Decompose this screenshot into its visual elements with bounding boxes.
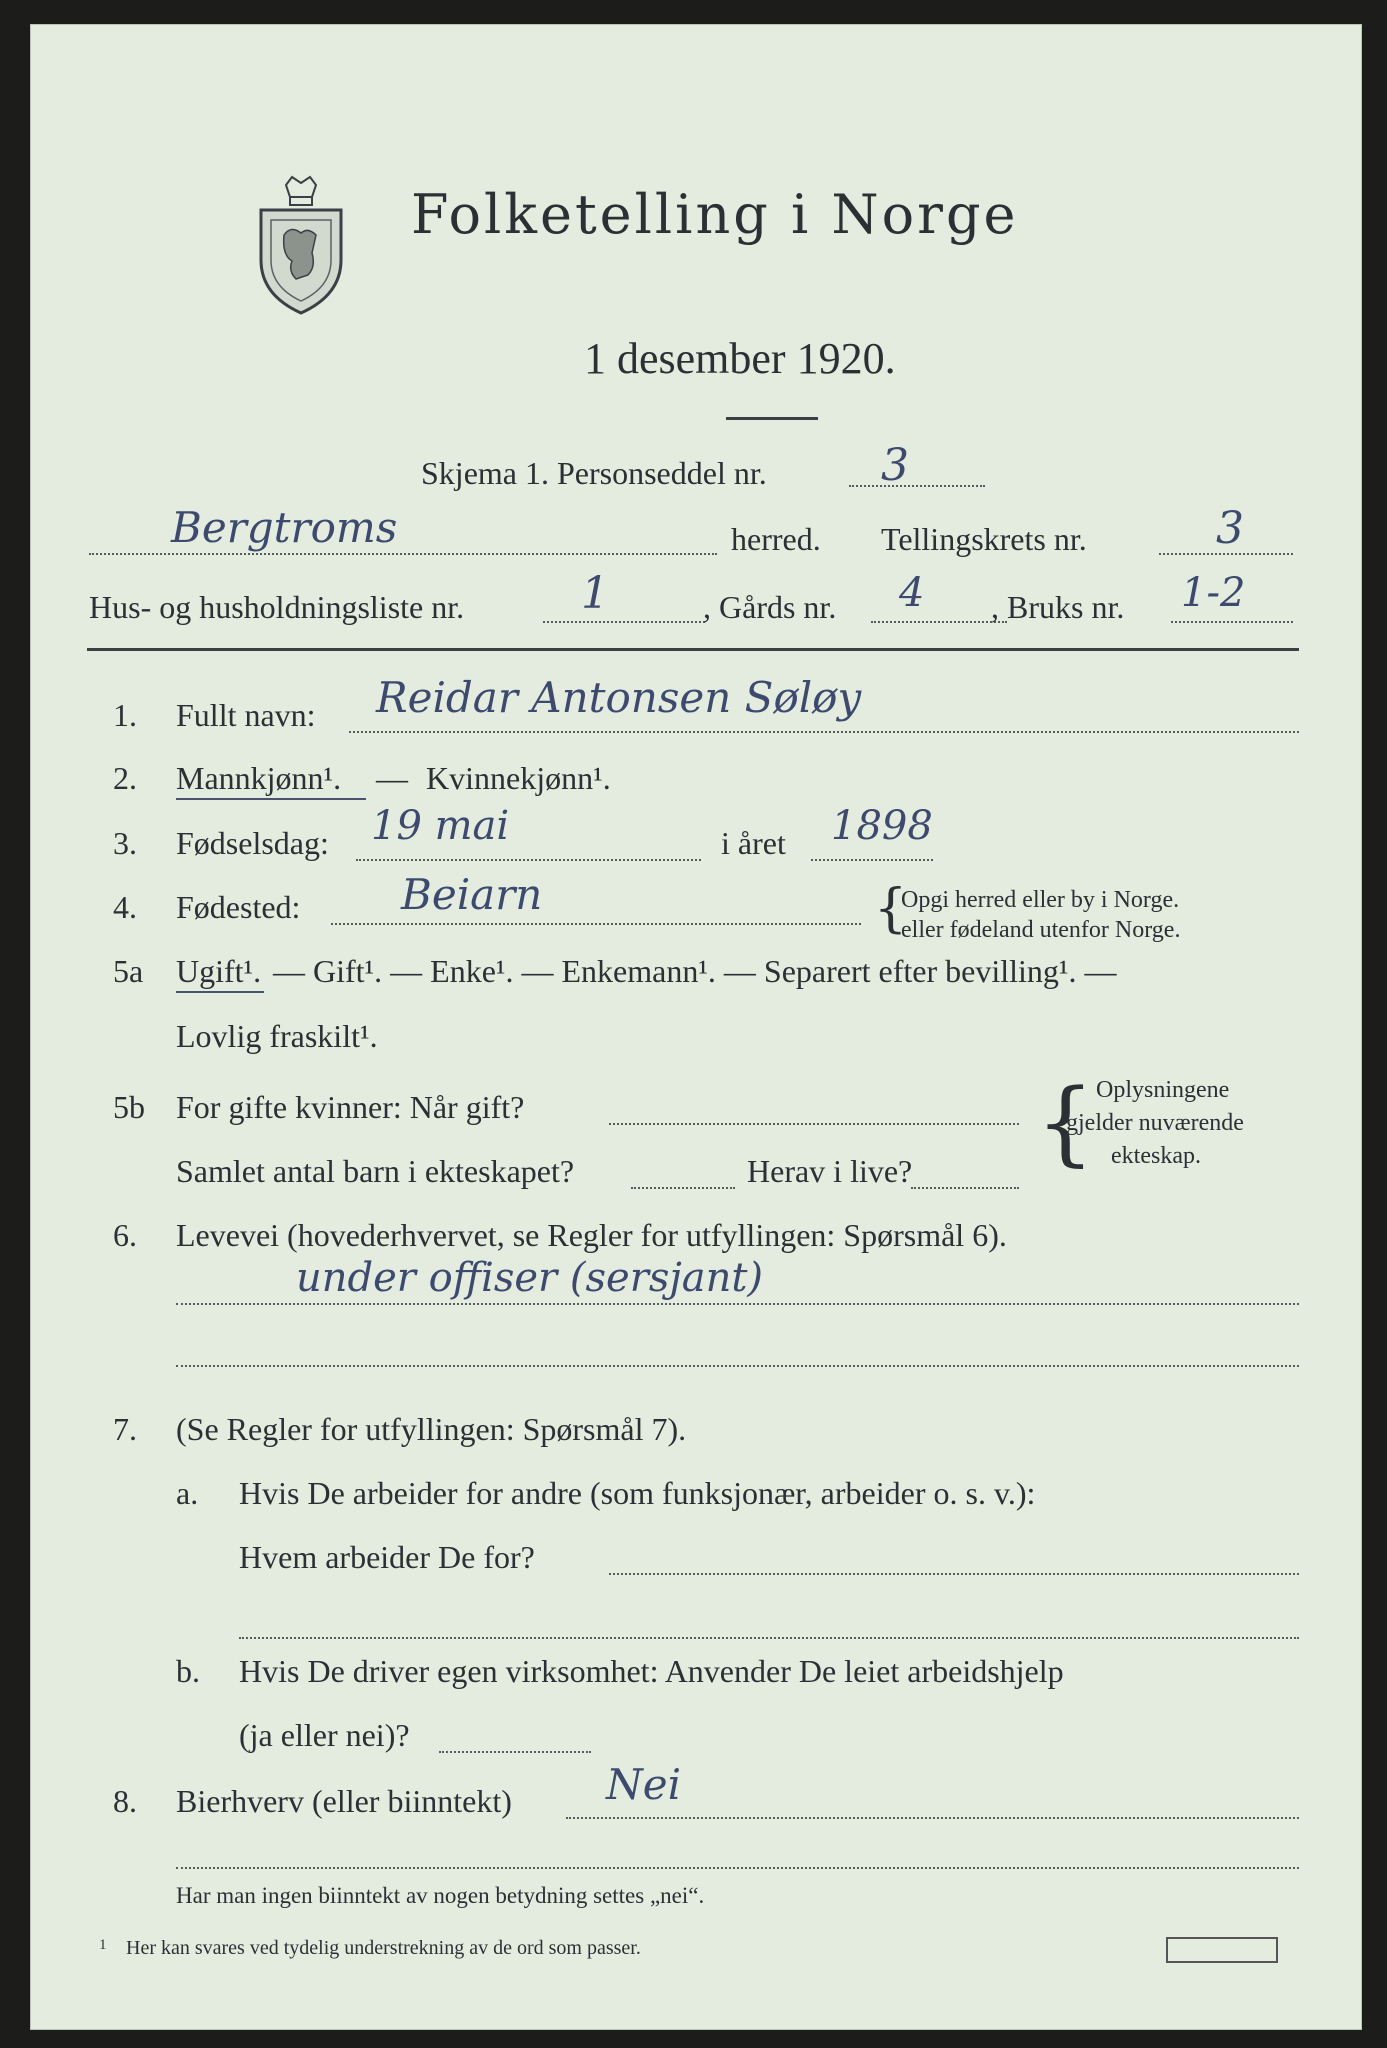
coat-of-arms-icon (246, 175, 356, 315)
side-income-value: Nei (606, 1760, 682, 1809)
sex-female-option: Kvinnekjønn¹. (426, 760, 611, 796)
q5b-brace: { (1036, 1069, 1095, 1176)
header-rule (87, 648, 1299, 651)
tellingskrets-label: Tellingskrets nr. (881, 521, 1087, 557)
q4-number: 4. (113, 889, 137, 925)
q5b-note-2: gjelder nuværende (1066, 1110, 1244, 1136)
q6-dotline-2 (176, 1365, 1299, 1367)
q7a-dotline-2 (239, 1637, 1299, 1639)
q1-number: 1. (113, 697, 137, 733)
q7-label: (Se Regler for utfyllingen: Spørsmål 7). (176, 1411, 687, 1447)
gards-label: , Gårds nr. (703, 589, 837, 625)
birthday-value: 19 mai (371, 803, 510, 849)
q7b-dotline (439, 1751, 591, 1753)
q5b-alive-label: Herav i live? (747, 1153, 913, 1189)
herred-label: herred. (731, 521, 821, 557)
hus-label: Hus- og husholdningsliste nr. (89, 589, 465, 625)
q4-brace: { (874, 879, 908, 939)
q5b-number: 5b (113, 1089, 145, 1125)
bruks-value: 1-2 (1181, 570, 1246, 616)
full-name-value: Reidar Antonsen Søløy (376, 673, 862, 722)
q5b-children-label: Samlet antal barn i ekteskapet? (176, 1153, 575, 1189)
footer-note: Har man ingen biinntekt av nogen betydning settes „nei“. (176, 1883, 705, 1908)
q5b-dotline-2 (631, 1187, 735, 1189)
skjema-value: 3 (881, 440, 909, 491)
q4-dotline (331, 923, 861, 925)
marital-divorced-option: Lovlig fraskilt¹. (176, 1018, 378, 1054)
q3-dotline (356, 859, 701, 861)
unmarried-underline (176, 991, 264, 993)
census-form-page (30, 24, 1362, 2030)
tellingskrets-value: 3 (1216, 503, 1244, 554)
q2-number: 2. (113, 760, 137, 796)
marital-unmarried-option: Ugift¹. (176, 953, 262, 989)
q5a-number: 5a (113, 953, 144, 989)
q5b-married-when: For gifte kvinner: Når gift? (176, 1089, 525, 1125)
q8-number: 8. (113, 1783, 137, 1819)
q3-number: 3. (113, 825, 137, 861)
q7b-letter: b. (176, 1653, 200, 1689)
bruks-label: , Bruks nr. (991, 589, 1125, 625)
q1-dotline (349, 731, 1299, 733)
hus-dotline (543, 621, 705, 623)
printer-stamp (1166, 1937, 1278, 1963)
sex-male-underline (176, 798, 366, 800)
birth-year-value: 1898 (831, 803, 933, 849)
bruks-dotline (1171, 621, 1293, 623)
marital-other-options: — Gift¹. — Enke¹. — Enkemann¹. — Separert efter bevilling¹. — (273, 953, 1117, 989)
q5b-note-3: ekteskap. (1111, 1143, 1201, 1169)
q5b-note-1: Oplysningene (1096, 1077, 1230, 1103)
q1-label: Fullt navn: (176, 697, 316, 733)
occupation-value: under offiser (sersjant) (296, 1255, 764, 1301)
q7b-text: Hvis De driver egen virksomhet: Anvender De leiet arbeidshjelp (239, 1653, 1064, 1689)
footer-dotline (176, 1867, 1299, 1869)
q7-number: 7. (113, 1411, 137, 1447)
year-label: i året (721, 825, 786, 861)
form-date: 1 desember 1920. (584, 334, 896, 383)
q6-dotline-1 (176, 1303, 1299, 1305)
herred-value: Bergtroms (171, 503, 398, 552)
q7a-dotline-1 (609, 1573, 1299, 1575)
form-title: Folketelling i Norge (411, 183, 1019, 246)
herred-dotline (89, 553, 717, 555)
skjema-label: Skjema 1. Personseddel nr. (421, 455, 767, 491)
sex-male-option: Mannkjønn¹. (176, 760, 342, 796)
title-divider (726, 417, 818, 420)
q7a-question: Hvem arbeider De for? (239, 1539, 535, 1575)
q5b-dotline-1 (609, 1123, 1019, 1125)
q7b-question: (ja eller nei)? (239, 1717, 410, 1753)
q6-label: Levevei (hovederhvervet, se Regler for utfyllingen: Spørsmål 6). (176, 1217, 1007, 1253)
q8-dotline (566, 1817, 1299, 1819)
q6-number: 6. (113, 1217, 137, 1253)
q7a-letter: a. (176, 1475, 199, 1511)
q4-label: Fødested: (176, 889, 301, 925)
gards-dotline (871, 621, 1007, 623)
q4-note-2: eller fødeland utenfor Norge. (901, 917, 1181, 943)
skjema-dotline (849, 485, 985, 487)
q7a-text: Hvis De arbeider for andre (som funksjonær, arbeider o. s. v.): (239, 1475, 1036, 1511)
year-dotline (811, 859, 933, 861)
q4-note-1: Opgi herred eller by i Norge. (901, 887, 1180, 913)
birthplace-value: Beiarn (401, 870, 543, 919)
footnote-number: 1 (99, 1937, 107, 1953)
q3-label: Fødselsdag: (176, 825, 329, 861)
footnote-text: Her kan svares ved tydelig understrekning av de ord som passer. (126, 1937, 641, 1959)
q8-label: Bierhverv (eller biinntekt) (176, 1783, 512, 1819)
sex-separator: — (376, 760, 408, 796)
gards-value: 4 (899, 570, 925, 616)
hus-value: 1 (581, 568, 609, 619)
q5b-dotline-3 (911, 1187, 1019, 1189)
